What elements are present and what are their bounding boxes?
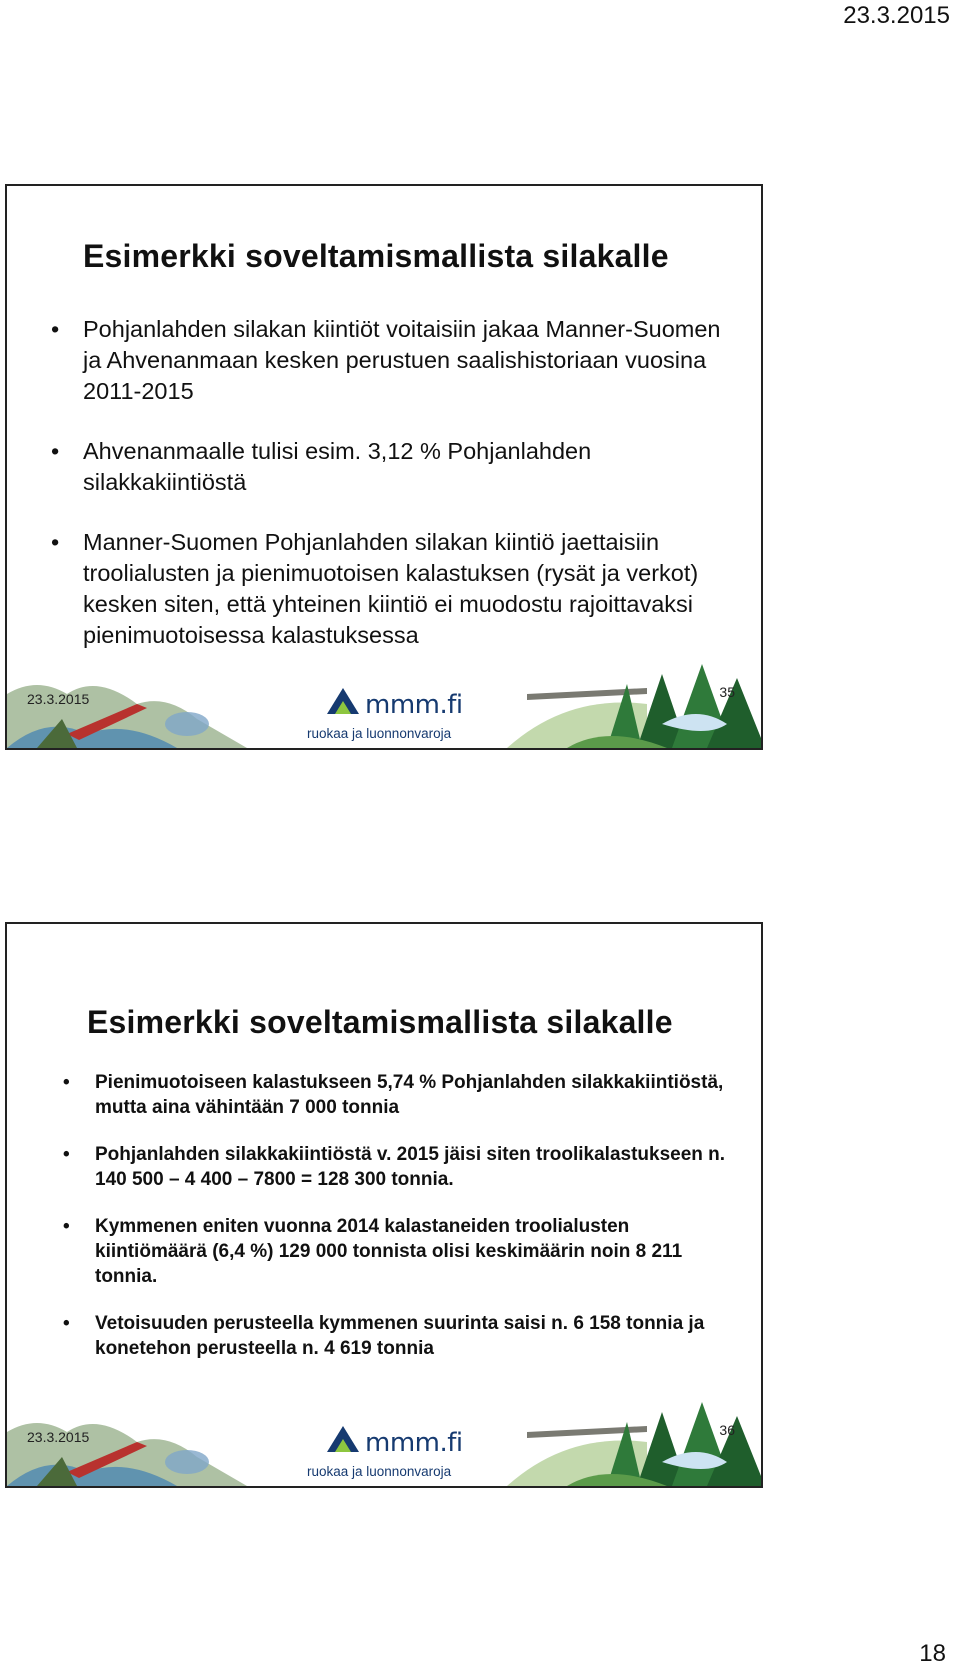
slide-footer (7, 1402, 761, 1486)
bullet-item: • Ahvenanmaalle tulisi esim. 3,12 % Pohjanlahden silakkakiintiöstä (51, 436, 741, 498)
bullet-item: • Pohjanlahden silakkakiintiöstä v. 2015 jäisi siten troolikalastukseen n. 140 500 – 4 400 – 7800 = 128 300 tonnia. (63, 1142, 743, 1192)
bullet-item: • Manner-Suomen Pohjanlahden silakan kiintiö jaettaisiin troolialusten ja pienimuotoisen kalastuksen (rysät ja verkot) kesken siten, että yhteinen kiintiö ei muodostu rajoittavaksi pienimuotoisessa kalastuksessa (51, 527, 741, 651)
slide-36 (5, 922, 763, 1488)
bullet-item: • Pienimuotoiseen kalastukseen 5,74 % Pohjanlahden silakkakiintiöstä, mutta aina vähintään 7 000 tonnia (63, 1070, 743, 1120)
page-number: 18 (919, 1640, 946, 1667)
slide-title: Esimerkki soveltamismallista silakalle (87, 1004, 673, 1040)
page-date: 23.3.2015 (843, 2, 950, 29)
logo-text: mmm.fi (365, 1428, 463, 1458)
mmm-logo (307, 684, 475, 741)
bullet-list (51, 314, 741, 680)
logo-mark-icon (325, 1422, 361, 1454)
logo-tagline: ruokaa ja luonnonvaroja (307, 726, 452, 741)
logo-tagline: ruokaa ja luonnonvaroja (307, 1464, 452, 1479)
slide-title: Esimerkki soveltamismallista silakalle (83, 238, 669, 274)
bullet-item: • Pohjanlahden silakan kiintiöt voitaisiin jakaa Manner-Suomen ja Ahvenanmaan kesken perustuen saalishistoriaan vuosina 2011-2015 (51, 314, 741, 407)
bullet-item: • Vetoisuuden perusteella kymmenen suurinta saisi n. 6 158 tonnia ja konetehon perusteella n. 4 619 tonnia (63, 1311, 743, 1361)
footer-date: 23.3.2015 (27, 1429, 90, 1445)
logo-mark-icon (325, 684, 361, 716)
slide-footer (7, 664, 761, 748)
slide-number: 36 (719, 1422, 735, 1438)
slide-number: 35 (719, 684, 735, 700)
mmm-logo (307, 1422, 475, 1479)
logo-text: mmm.fi (365, 690, 463, 720)
footer-date: 23.3.2015 (27, 691, 90, 707)
slide-35 (5, 184, 763, 750)
bullet-item: • Kymmenen eniten vuonna 2014 kalastaneiden troolialusten kiintiömäärä (6,4 %) 129 000 tonnista olisi keskimäärin noin 8 211 tonnia. (63, 1214, 743, 1289)
bullet-list (63, 1070, 743, 1383)
